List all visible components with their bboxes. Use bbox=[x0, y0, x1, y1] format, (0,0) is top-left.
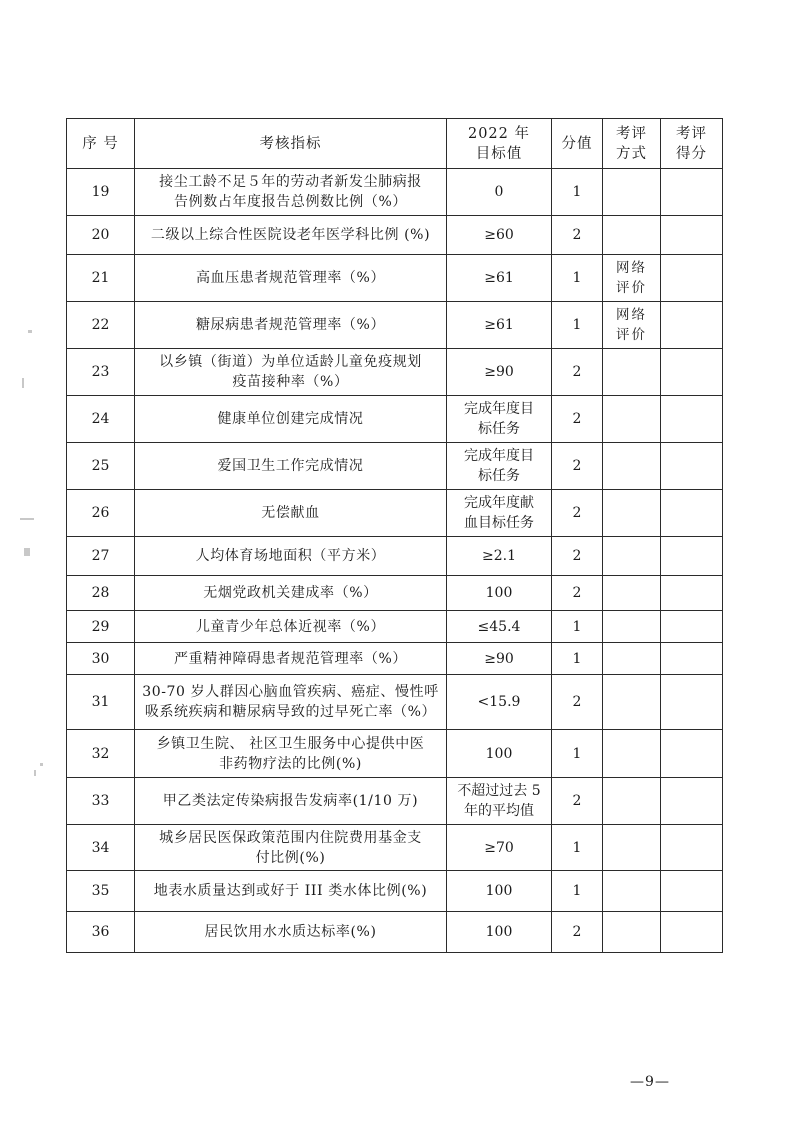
indicator-text-line1: 地表水质量达到或好于 III 类水体比例(%) bbox=[153, 883, 428, 899]
indicator-text-line1: 甲乙类法定传染病报告发病率(1/10 万) bbox=[162, 793, 419, 809]
indicator-text-line2: 非药物疗法的比例(%) bbox=[219, 755, 362, 772]
header-result-line2: 得分 bbox=[676, 145, 707, 162]
table-row bbox=[67, 576, 723, 611]
target-cell bbox=[447, 611, 552, 643]
result-cell bbox=[661, 537, 723, 576]
score-cell: 2 bbox=[552, 675, 603, 730]
indicator-text-line1: 以乡镇（街道）为单位适龄儿童免疫规划 bbox=[159, 354, 422, 370]
indicator-text-line1: 二级以上综合性医院设老年医学科比例 (%) bbox=[150, 227, 431, 243]
scan-speck bbox=[28, 330, 32, 333]
score-cell: 2 bbox=[552, 912, 603, 953]
target-cell bbox=[447, 396, 552, 443]
indicator-text-line1: 30-70 岁人群因心脑血管疾病、癌症、慢性呼 bbox=[142, 684, 439, 700]
result-cell bbox=[661, 611, 723, 643]
indicator-text-line1: 人均体育场地面积（平方米） bbox=[195, 548, 386, 564]
scan-speck bbox=[40, 763, 43, 766]
target-cell bbox=[447, 169, 552, 216]
target-text-line1: 完成年度目 bbox=[464, 401, 534, 417]
result-cell bbox=[661, 778, 723, 825]
header-method-line2: 方式 bbox=[616, 145, 647, 162]
page-number: —9— bbox=[630, 1074, 670, 1090]
method-cell bbox=[603, 730, 661, 778]
indicator-cell bbox=[135, 643, 447, 675]
row-number: 33 bbox=[67, 778, 135, 825]
row-number: 30 bbox=[67, 643, 135, 675]
target-text-line1: 不超过过去 5 bbox=[457, 783, 541, 799]
target-text-line1: ≥90 bbox=[484, 650, 514, 667]
row-number: 34 bbox=[67, 825, 135, 871]
method-cell bbox=[603, 611, 661, 643]
indicator-cell bbox=[135, 611, 447, 643]
table-row bbox=[67, 443, 723, 490]
indicator-cell bbox=[135, 825, 447, 871]
table-row bbox=[67, 643, 723, 675]
header-target-line1: 2022 年 bbox=[467, 125, 530, 142]
score-cell: 1 bbox=[552, 302, 603, 349]
row-number: 29 bbox=[67, 611, 135, 643]
indicator-cell bbox=[135, 490, 447, 537]
row-number: 28 bbox=[67, 576, 135, 611]
score-cell: 1 bbox=[552, 611, 603, 643]
score-cell: 2 bbox=[552, 443, 603, 490]
table-row bbox=[67, 537, 723, 576]
indicator-text-line1: 高血压患者规范管理率（%） bbox=[195, 270, 386, 286]
method-cell bbox=[603, 396, 661, 443]
table-row bbox=[67, 675, 723, 730]
score-cell: 2 bbox=[552, 537, 603, 576]
result-cell bbox=[661, 396, 723, 443]
result-cell bbox=[661, 730, 723, 778]
score-cell: 2 bbox=[552, 490, 603, 537]
indicator-text-line1: 糖尿病患者规范管理率（%） bbox=[195, 317, 386, 333]
target-cell bbox=[447, 537, 552, 576]
indicator-text-line1: 严重精神障碍患者规范管理率（%） bbox=[174, 650, 407, 667]
target-text-line2: 血目标任务 bbox=[464, 515, 534, 531]
method-cell bbox=[603, 169, 661, 216]
method-cell bbox=[603, 443, 661, 490]
header-method-line1: 考评 bbox=[616, 125, 647, 142]
result-cell bbox=[661, 871, 723, 912]
assessment-table bbox=[66, 118, 723, 953]
method-cell bbox=[603, 302, 661, 349]
header-score: 分值 bbox=[552, 119, 603, 169]
result-cell bbox=[661, 643, 723, 675]
score-cell: 1 bbox=[552, 730, 603, 778]
target-text-line1: ≥2.1 bbox=[482, 548, 516, 564]
score-cell: 1 bbox=[552, 825, 603, 871]
indicator-text-line1: 接尘工龄不足５年的劳动者新发尘肺病报 bbox=[159, 174, 422, 190]
row-number: 32 bbox=[67, 730, 135, 778]
target-cell bbox=[447, 912, 552, 953]
target-cell bbox=[447, 443, 552, 490]
indicator-cell bbox=[135, 302, 447, 349]
indicator-cell bbox=[135, 396, 447, 443]
target-text-line1: ≤45.4 bbox=[477, 618, 521, 635]
table-row bbox=[67, 490, 723, 537]
scan-speck bbox=[20, 518, 34, 520]
row-number: 19 bbox=[67, 169, 135, 216]
indicator-text-line1: 爱国卫生工作完成情况 bbox=[217, 458, 364, 474]
target-cell bbox=[447, 576, 552, 611]
indicator-cell bbox=[135, 537, 447, 576]
indicator-cell bbox=[135, 169, 447, 216]
target-cell bbox=[447, 675, 552, 730]
score-cell: 1 bbox=[552, 643, 603, 675]
method-cell bbox=[603, 675, 661, 730]
header-no: 序 号 bbox=[67, 119, 135, 169]
target-text-line1: ≥61 bbox=[484, 270, 514, 286]
score-cell: 1 bbox=[552, 871, 603, 912]
row-number: 27 bbox=[67, 537, 135, 576]
scan-speck bbox=[24, 548, 30, 556]
method-cell bbox=[603, 537, 661, 576]
score-cell: 1 bbox=[552, 169, 603, 216]
indicator-cell bbox=[135, 255, 447, 302]
method-cell bbox=[603, 825, 661, 871]
target-text-line2: 标任务 bbox=[478, 468, 520, 484]
target-cell bbox=[447, 871, 552, 912]
table-header-row bbox=[67, 119, 723, 169]
method-text-line1: 网络 bbox=[616, 307, 647, 323]
row-number: 20 bbox=[67, 216, 135, 255]
table-row bbox=[67, 216, 723, 255]
indicator-text-line2: 付比例(%) bbox=[255, 849, 326, 866]
header-target-line2: 目标值 bbox=[475, 145, 523, 162]
header-target bbox=[447, 119, 552, 169]
method-cell bbox=[603, 643, 661, 675]
table-row bbox=[67, 825, 723, 871]
method-cell bbox=[603, 871, 661, 912]
indicator-text-line1: 居民饮用水水质达标率(%) bbox=[204, 924, 377, 940]
score-cell: 2 bbox=[552, 576, 603, 611]
indicator-text-line1: 城乡居民医保政策范围内住院费用基金支 bbox=[159, 829, 422, 846]
target-cell bbox=[447, 255, 552, 302]
row-number: 21 bbox=[67, 255, 135, 302]
table-row bbox=[67, 255, 723, 302]
target-text-line1: ≥70 bbox=[484, 839, 514, 856]
method-text-line2: 评价 bbox=[616, 280, 647, 296]
target-text-line1: ≥61 bbox=[484, 317, 514, 333]
score-cell: 2 bbox=[552, 778, 603, 825]
result-cell bbox=[661, 255, 723, 302]
row-number: 31 bbox=[67, 675, 135, 730]
indicator-cell bbox=[135, 675, 447, 730]
indicator-cell bbox=[135, 778, 447, 825]
result-cell bbox=[661, 302, 723, 349]
table-row bbox=[67, 349, 723, 396]
indicator-cell bbox=[135, 912, 447, 953]
scan-speck bbox=[22, 378, 24, 388]
indicator-cell bbox=[135, 349, 447, 396]
table-row bbox=[67, 730, 723, 778]
header-indicator: 考核指标 bbox=[135, 119, 447, 169]
row-number: 26 bbox=[67, 490, 135, 537]
indicator-cell bbox=[135, 576, 447, 611]
target-text-line1: 100 bbox=[485, 585, 513, 601]
result-cell bbox=[661, 443, 723, 490]
target-cell bbox=[447, 643, 552, 675]
target-cell bbox=[447, 302, 552, 349]
row-number: 24 bbox=[67, 396, 135, 443]
row-number: 22 bbox=[67, 302, 135, 349]
table-row bbox=[67, 611, 723, 643]
method-cell bbox=[603, 255, 661, 302]
target-cell bbox=[447, 730, 552, 778]
score-cell: 2 bbox=[552, 396, 603, 443]
result-cell bbox=[661, 216, 723, 255]
indicator-text-line1: 儿童青少年总体近视率（%） bbox=[195, 618, 386, 635]
indicator-text-line1: 无烟党政机关建成率（%） bbox=[203, 585, 378, 601]
row-number: 23 bbox=[67, 349, 135, 396]
method-cell bbox=[603, 216, 661, 255]
indicator-cell bbox=[135, 730, 447, 778]
row-number: 25 bbox=[67, 443, 135, 490]
table-row bbox=[67, 871, 723, 912]
indicator-text-line1: 乡镇卫生院、 社区卫生服务中心提供中医 bbox=[156, 735, 425, 752]
header-method bbox=[603, 119, 661, 169]
row-number: 36 bbox=[67, 912, 135, 953]
score-cell: 2 bbox=[552, 349, 603, 396]
table-row bbox=[67, 302, 723, 349]
indicator-cell bbox=[135, 443, 447, 490]
indicator-text-line1: 健康单位创建完成情况 bbox=[217, 411, 364, 427]
table-row bbox=[67, 912, 723, 953]
target-text-line1: 100 bbox=[485, 924, 513, 940]
target-cell bbox=[447, 778, 552, 825]
method-cell bbox=[603, 490, 661, 537]
result-cell bbox=[661, 349, 723, 396]
target-text-line1: 0 bbox=[494, 184, 504, 200]
table-row bbox=[67, 169, 723, 216]
target-text-line1: 完成年度献 bbox=[464, 495, 534, 511]
header-result-line1: 考评 bbox=[676, 125, 707, 142]
target-cell bbox=[447, 349, 552, 396]
table-row bbox=[67, 778, 723, 825]
method-cell bbox=[603, 576, 661, 611]
result-cell bbox=[661, 912, 723, 953]
method-text-line2: 评价 bbox=[616, 327, 647, 343]
result-cell bbox=[661, 490, 723, 537]
target-text-line1: 100 bbox=[485, 883, 513, 899]
method-cell bbox=[603, 778, 661, 825]
score-cell: 1 bbox=[552, 255, 603, 302]
method-text-line1: 网络 bbox=[616, 260, 647, 276]
result-cell bbox=[661, 576, 723, 611]
result-cell bbox=[661, 169, 723, 216]
target-text-line1: <15.9 bbox=[477, 694, 521, 710]
indicator-cell bbox=[135, 871, 447, 912]
header-result bbox=[661, 119, 723, 169]
indicator-text-line2: 告例数占年度报告总例数比例（%） bbox=[174, 194, 407, 210]
target-text-line1: ≥90 bbox=[484, 364, 514, 380]
target-text-line1: ≥60 bbox=[484, 227, 514, 243]
indicator-text-line2: 吸系统疾病和糖尿病导致的过早死亡率（%） bbox=[144, 704, 437, 720]
indicator-text-line1: 无偿献血 bbox=[261, 505, 320, 521]
target-text-line1: 100 bbox=[485, 745, 513, 762]
score-cell: 2 bbox=[552, 216, 603, 255]
indicator-cell bbox=[135, 216, 447, 255]
table-row bbox=[67, 396, 723, 443]
target-text-line1: 完成年度目 bbox=[464, 448, 534, 464]
target-cell bbox=[447, 216, 552, 255]
indicator-text-line2: 疫苗接种率（%） bbox=[232, 374, 349, 390]
result-cell bbox=[661, 675, 723, 730]
target-cell bbox=[447, 825, 552, 871]
scan-speck bbox=[34, 770, 36, 776]
target-text-line2: 年的平均值 bbox=[464, 803, 534, 819]
method-cell bbox=[603, 912, 661, 953]
row-number: 35 bbox=[67, 871, 135, 912]
method-cell bbox=[603, 349, 661, 396]
result-cell bbox=[661, 825, 723, 871]
target-cell bbox=[447, 490, 552, 537]
target-text-line2: 标任务 bbox=[478, 421, 520, 437]
